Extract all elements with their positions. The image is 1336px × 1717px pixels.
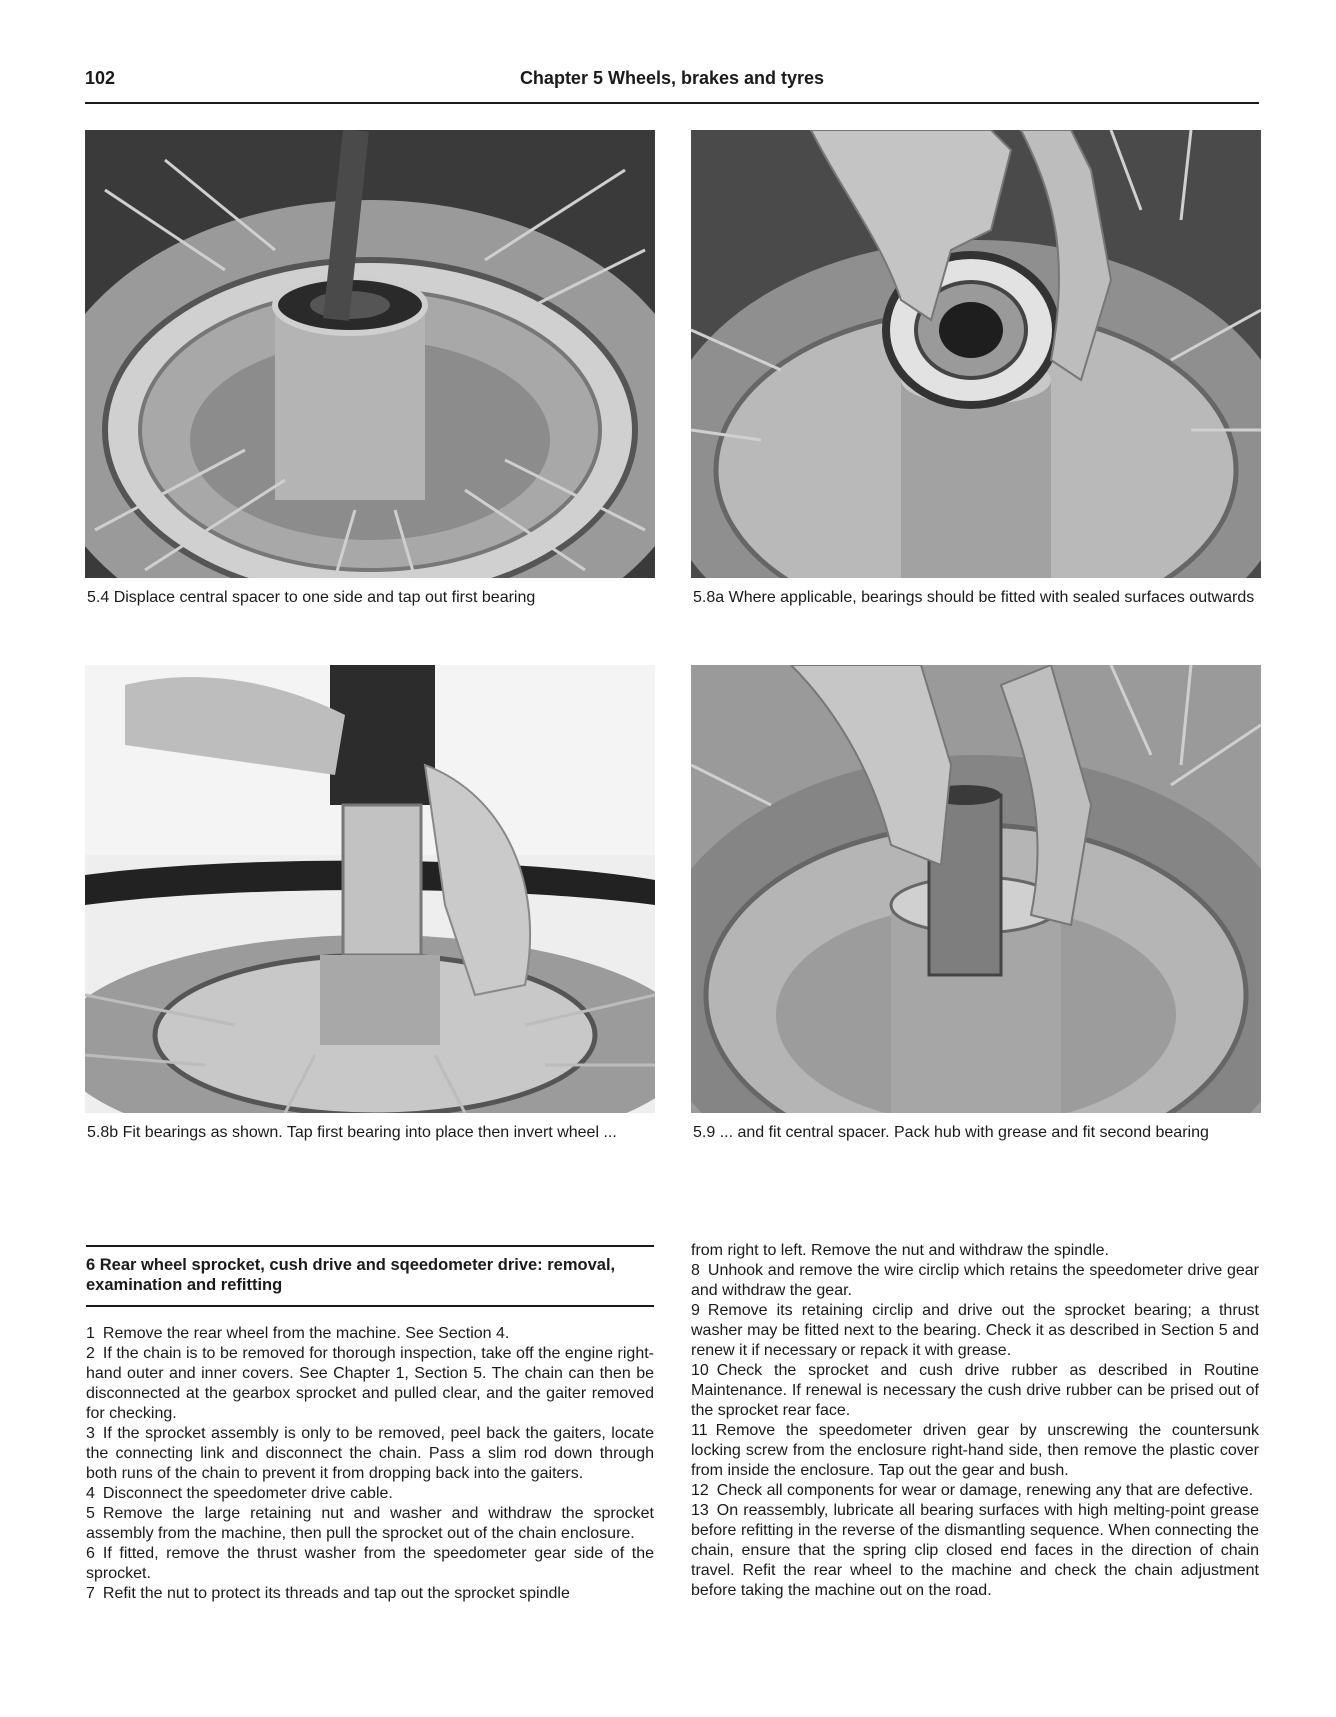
running-title: Chapter 5 Wheels, brakes and tyres — [519, 68, 825, 88]
paragraph — [691, 1481, 1259, 1501]
photo-wheel-hub-bearing-removal — [85, 130, 655, 578]
paragraph-number: 9 — [691, 1302, 700, 1319]
paragraph-number: 3 — [86, 1425, 95, 1442]
figure-caption: 5.9 ... and fit central spacer. Pack hub with grease and fit second bearing — [693, 1124, 1209, 1141]
paragraph — [691, 1421, 1259, 1481]
paragraph-text: If the sprocket assembly is only to be removed, peel back the gaiters, locate the connecting link and disconnect the chain. Pass a slim rod down through both runs of the chain to prevent it from dropping back into the gaiters. — [86, 1425, 654, 1482]
page-number: 102 — [85, 68, 116, 88]
paragraph-number: 2 — [86, 1345, 95, 1362]
paragraph-text: Remove the large retaining nut and washer and withdraw the sprocket assembly from the machine, then pull the sprocket out of the chain enclosure. — [86, 1505, 654, 1542]
paragraph-continuation: from right to left. Remove the nut and withdraw the spindle. — [691, 1242, 1109, 1259]
figure-5-8a — [691, 130, 1261, 608]
paragraph-text: Check all components for wear or damage, renewing any that are defective. — [716, 1482, 1254, 1499]
paragraph-number: 7 — [86, 1585, 95, 1602]
paragraph-text: Remove the speedometer driven gear by unscrewing the countersunk locking screw from the enclosure right-hand side, then remove the plastic cover from inside the enclosure. Tap out the gear and bush. — [691, 1422, 1259, 1479]
paragraph-text: If the chain is to be removed for thorough inspection, take off the engine right-hand outer and inner covers. See Chapter 1, Section 5. The chain can then be disconnected at the gearbox sprocket and pulled clear, and the gaiter removed for checking. — [86, 1345, 654, 1422]
section-heading: 6 Rear wheel sprocket, cush drive and sqeedometer drive: removal, examination and refitting — [86, 1245, 654, 1307]
page-header — [85, 62, 1259, 104]
figure-caption: 5.8b Fit bearings as shown. Tap first bearing into place then invert wheel ... — [87, 1124, 617, 1141]
photo-sealed-bearing-fitting — [691, 130, 1261, 578]
photo-tapping-bearing-in — [85, 665, 655, 1113]
paragraph-text: Disconnect the speedometer drive cable. — [102, 1485, 393, 1502]
paragraph — [691, 1301, 1259, 1361]
paragraph — [86, 1504, 654, 1544]
paragraph — [691, 1501, 1259, 1601]
paragraph-text: If fitted, remove the thrust washer from the speedometer gear side of the sprocket. — [86, 1545, 654, 1582]
photo-illustration — [691, 130, 1261, 578]
photo-illustration — [85, 130, 655, 578]
paragraph-number: 12 — [691, 1482, 709, 1499]
paragraph-number: 13 — [691, 1502, 709, 1519]
paragraph-text: Unhook and remove the wire circlip which retains the speedometer drive gear and withdraw the gear. — [691, 1262, 1259, 1299]
figure-5-4 — [85, 130, 655, 608]
paragraph — [691, 1261, 1259, 1301]
paragraph — [86, 1324, 654, 1344]
paragraph-text: Remove the rear wheel from the machine. See Section 4. — [102, 1325, 510, 1342]
figure-caption: 5.4 Displace central spacer to one side and tap out first bearing — [87, 589, 536, 606]
paragraph-number: 11 — [691, 1422, 708, 1439]
paragraph-number: 6 — [86, 1545, 95, 1562]
paragraph-text: Remove its retaining circlip and drive out the sprocket bearing; a thrust washer may be fitted next to the bearing. Check it as described in Section 5 and renew it if necessary or repack it with grease. — [691, 1302, 1259, 1359]
paragraph — [86, 1584, 654, 1604]
figure-caption: 5.8a Where applicable, bearings should be fitted with sealed surfaces outwards — [693, 589, 1255, 606]
photo-illustration — [691, 665, 1261, 1113]
photo-fitting-central-spacer — [691, 665, 1261, 1113]
right-column — [691, 1241, 1259, 1601]
photo-illustration — [85, 665, 655, 1113]
paragraph-text: Refit the nut to protect its threads and tap out the sprocket spindle — [102, 1585, 570, 1602]
figure-5-8b — [85, 665, 655, 1143]
paragraph-text: On reassembly, lubricate all bearing surfaces with high melting-point grease before refitting in the reverse of the dismantling sequence. When connecting the chain, ensure that the spring clip closed end faces in the direction of chain travel. Refit the rear wheel to the machine and check the chain adjustment before taking the machine out on the road. — [691, 1502, 1259, 1599]
paragraph — [86, 1544, 654, 1584]
paragraph-number: 1 — [86, 1325, 95, 1342]
paragraph-number: 10 — [691, 1362, 709, 1379]
paragraph — [86, 1484, 654, 1504]
paragraph-number: 4 — [86, 1485, 95, 1502]
paragraph-text: Check the sprocket and cush drive rubber as described in Routine Maintenance. If renewal is necessary the cush drive rubber can be prised out of the sprocket rear face. — [691, 1362, 1259, 1419]
paragraph — [691, 1361, 1259, 1421]
paragraph — [86, 1344, 654, 1424]
figure-5-9 — [691, 665, 1261, 1143]
paragraph-number: 5 — [86, 1505, 95, 1522]
left-column — [86, 1324, 654, 1604]
paragraph — [86, 1424, 654, 1484]
paragraph-number: 8 — [691, 1262, 700, 1279]
